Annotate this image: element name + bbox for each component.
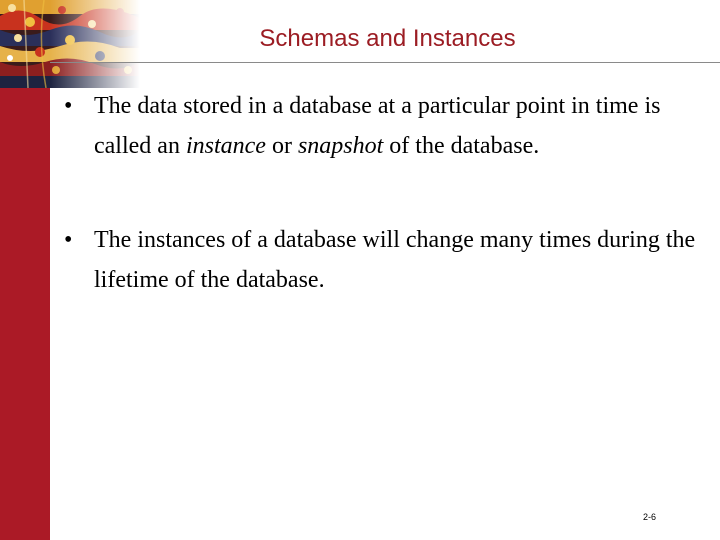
text-segment: of the database. (383, 133, 540, 159)
text-segment: The data stored in a database at a particular point in time is called an (94, 93, 661, 159)
bullet-dot-icon: • (64, 227, 73, 253)
title-divider (50, 62, 720, 63)
slide-title: Schemas and Instances (259, 25, 516, 52)
bullet-text (94, 227, 695, 293)
decorative-banner-image (0, 0, 140, 88)
bullet-item (62, 220, 712, 300)
bullet-list (62, 86, 712, 354)
emphasized-term: snapshot (297, 133, 384, 159)
page-number: 2-6 (643, 512, 657, 522)
emphasized-term: instance (185, 133, 266, 159)
bullet-text (94, 93, 660, 159)
text-segment: The instances of a database will change many times during the lifetime of the database. (94, 227, 696, 293)
bullet-item (62, 86, 712, 166)
bullet-dot-icon: • (64, 93, 73, 119)
text-segment: or (265, 133, 298, 159)
